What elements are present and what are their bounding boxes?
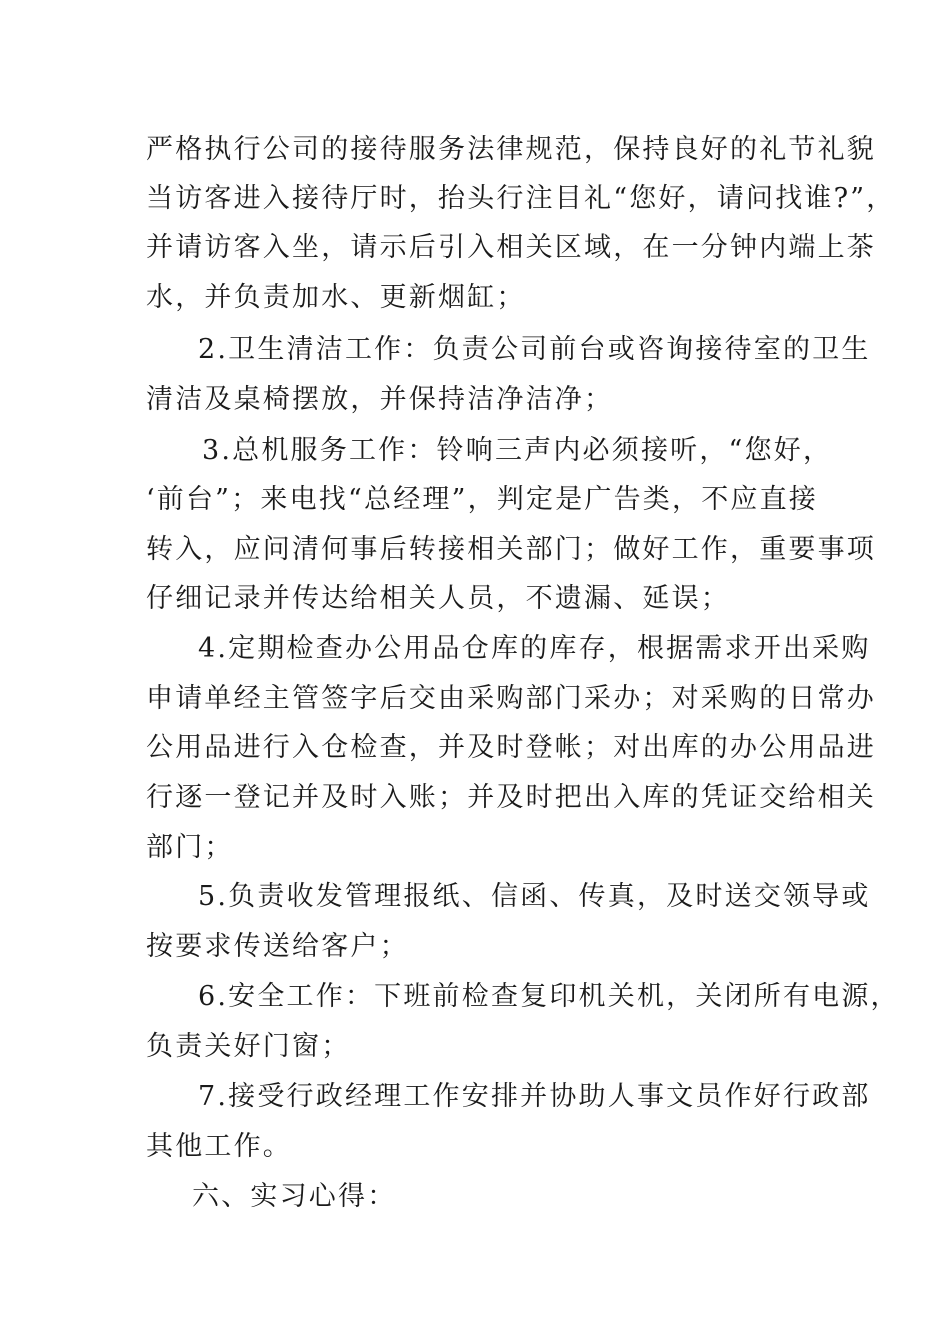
section-heading: 六、实习心得： [192,1181,397,1212]
text-line: 水，并负责加水、更新烟缸； [146,282,526,313]
text-line: 2.卫生清洁工作：负责公司前台或咨询接待室的卫生 [198,334,871,365]
text-line: 行逐一登记并及时入账；并及时把出入库的凭证交给相关 [146,782,876,813]
text-line: 按要求传送给客户； [146,931,409,962]
text-line: 严格执行公司的接待服务法律规范，保持良好的礼节礼貌 [146,134,876,165]
text-line: 6.安全工作：下班前检查复印机关机，关闭所有电源， [198,981,900,1012]
text-line: 转入，应问清何事后转接相关部门；做好工作，重要事项 [146,534,876,565]
text-line: 清洁及桌椅摆放，并保持洁净洁净； [146,384,614,415]
text-line: 申请单经主管签字后交由采购部门采办；对采购的日常办 [146,683,876,714]
text-line: 部门； [146,832,234,863]
text-line: 并请访客入坐，请示后引入相关区域，在一分钟内端上茶 [146,232,876,263]
text-line: 5.负责收发管理报纸、信函、传真，及时送交领导或 [198,881,871,912]
text-line: 当访客进入接待厅时，抬头行注目礼“您好，请问找谁?”， [146,183,896,214]
text-line: 其他工作。 [146,1131,292,1162]
text-line: 公用品进行入仓检查，并及时登帐；对出库的办公用品进 [146,732,876,763]
text-line: 负责关好门窗； [146,1031,351,1062]
text-line: 4.定期检查办公用品仓库的库存，根据需求开出采购 [198,633,871,664]
text-line: 7.接受行政经理工作安排并协助人事文员作好行政部 [198,1081,871,1112]
text-line: 仔细记录并传达给相关人员，不遗漏、延误； [146,583,730,614]
text-line: ‘前台”；来电找“总经理”，判定是广告类，不应直接 [146,484,818,515]
text-line: 3.总机服务工作：铃响三声内必须接听，“您好， [202,435,833,466]
